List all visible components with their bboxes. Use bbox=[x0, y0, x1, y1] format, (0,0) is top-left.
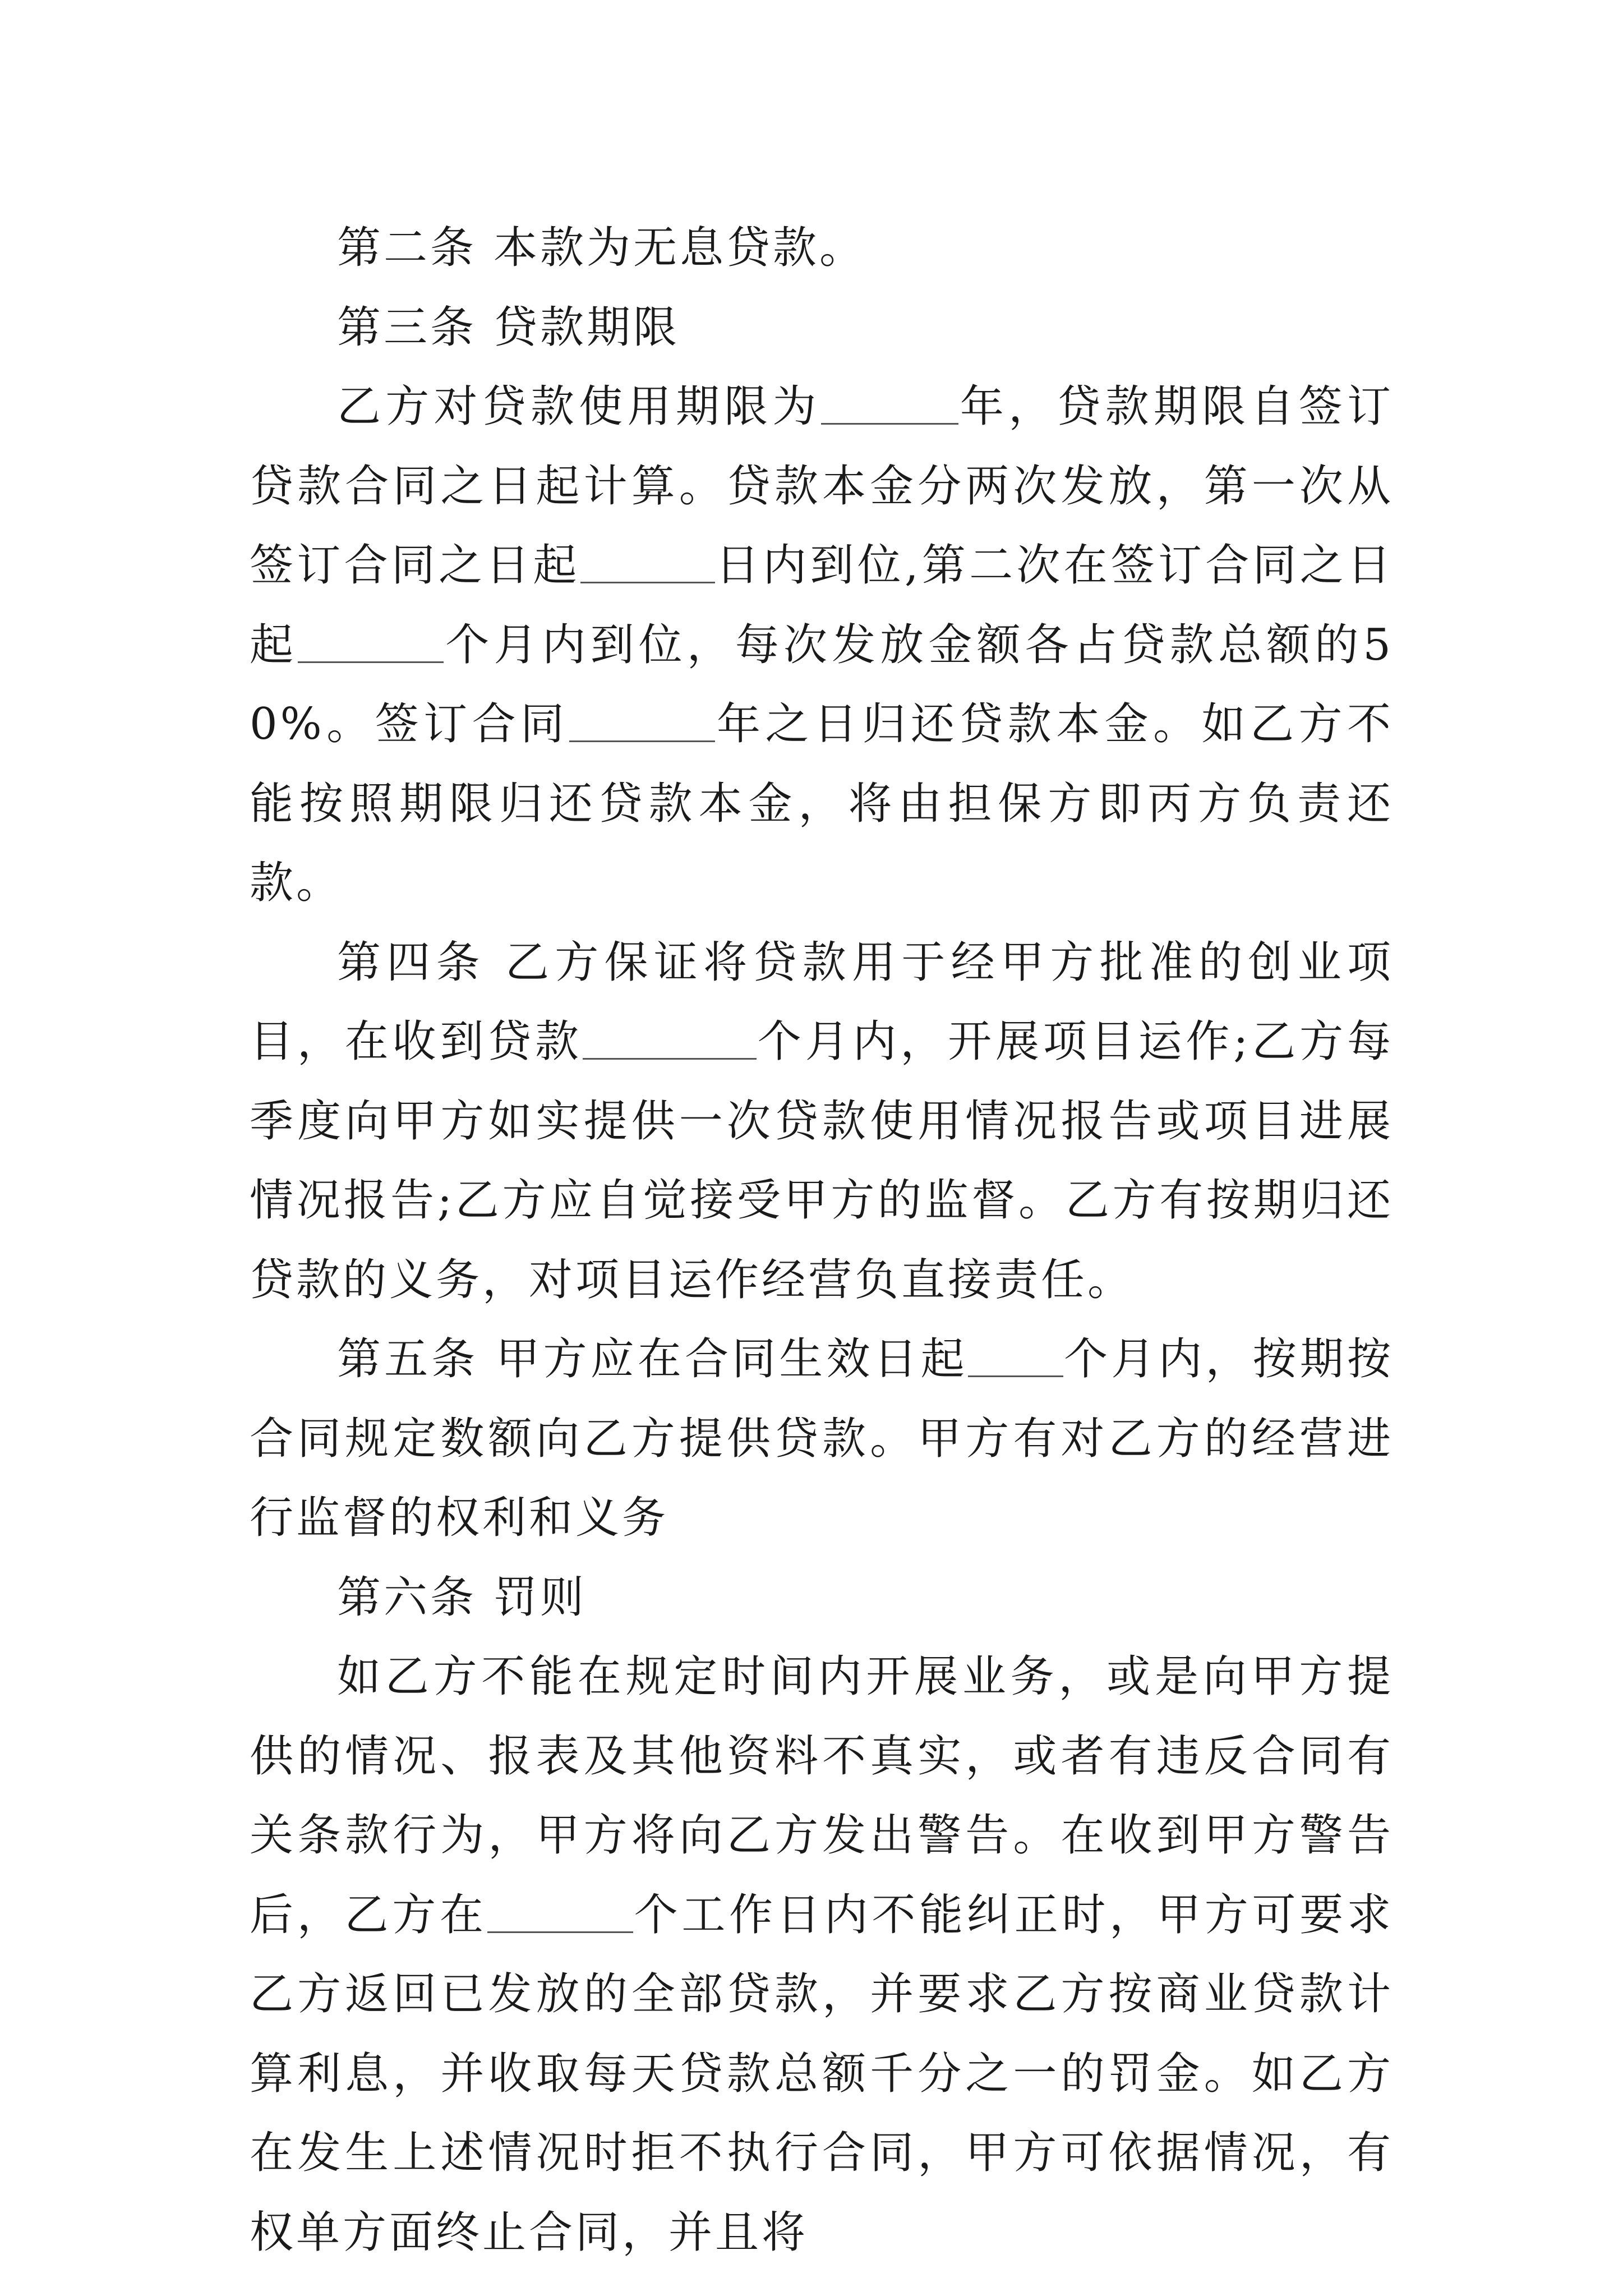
blank-disbursement-months[interactable] bbox=[968, 1336, 1063, 1377]
article-3-text-b: 年，贷款期限自签订贷款合同之日起计算。贷款本金分两次发放，第一次从签订合同之日起 bbox=[250, 381, 1394, 591]
article-6-heading bbox=[250, 1558, 1394, 1638]
article-6-text: 罚则 bbox=[494, 1572, 587, 1623]
article-3-text: 贷款期限 bbox=[494, 302, 680, 353]
blank-loan-term-years[interactable] bbox=[821, 384, 958, 425]
article-6-text-a: 如乙方不能在规定时间内开展业务，或是向甲方提供的情况、报表及其他资料不真实，或者有违反合同有关条款行为，甲方将向乙方发出警告。在收到甲方警告后，乙方在 bbox=[250, 1651, 1394, 1940]
article-2-text: 本款为无息贷款。 bbox=[494, 223, 866, 273]
article-6-text-b: 个工作日内不能纠正时，甲方可要求乙方返回已发放的全部贷款，并要求乙方按商业贷款计算利息，并收取每天贷款总额千分之一的罚金。如乙方在发生上述情况时拒不执行合同，甲方可依据情况，有权单方面终止合同，并且将 bbox=[250, 1889, 1394, 2258]
article-3-text-a: 乙方对贷款使用期限为 bbox=[337, 381, 821, 432]
blank-project-start-months[interactable] bbox=[583, 1019, 757, 1060]
article-5-text-a: 第五条 甲方应在合同生效日起 bbox=[337, 1334, 968, 1384]
blank-repayment-years[interactable] bbox=[569, 701, 715, 742]
article-5-text-b: 个月内，按期按合同规定数额向乙方提供贷款。甲方有对乙方的经营进行监督的权利和义务 bbox=[250, 1334, 1394, 1543]
article-3-text-e: 年之日归还贷款本金。如乙方不能按照期限归还贷款本金，将由担保方即丙方负责还款。 bbox=[250, 699, 1394, 908]
article-4-paragraph bbox=[250, 923, 1394, 1320]
article-6-label: 第六条 bbox=[337, 1572, 477, 1623]
article-3-text-c: 日内到位,第二次在签订合同之日起 bbox=[250, 540, 1394, 670]
blank-correction-workdays[interactable] bbox=[487, 1892, 633, 1933]
blank-first-payment-days[interactable] bbox=[580, 542, 715, 583]
article-4-text-b: 个月内，开展项目运作;乙方每季度向甲方如实提供一次贷款使用情况报告或项目进展情况报告;乙方应自觉接受甲方的监督。乙方有按期归还贷款的义务，对项目运作经营负直接责任。 bbox=[250, 1016, 1394, 1305]
article-3-heading bbox=[250, 288, 1394, 368]
article-2-heading bbox=[250, 209, 1394, 288]
article-5-paragraph bbox=[250, 1320, 1394, 1558]
article-3-label: 第三条 bbox=[337, 302, 477, 353]
article-6-paragraph bbox=[250, 1637, 1394, 2272]
article-2-label: 第二条 bbox=[337, 223, 477, 273]
article-4-text-a: 第四条 乙方保证将贷款用于经甲方批准的创业项目，在收到贷款 bbox=[250, 937, 1394, 1067]
article-3-paragraph bbox=[250, 367, 1394, 923]
blank-second-payment-months[interactable] bbox=[298, 622, 444, 663]
article-3-text-d: 个月内到位，每次发放金额各占贷款总额的50%。签订合同 bbox=[250, 619, 1394, 749]
document-body bbox=[250, 209, 1394, 2272]
